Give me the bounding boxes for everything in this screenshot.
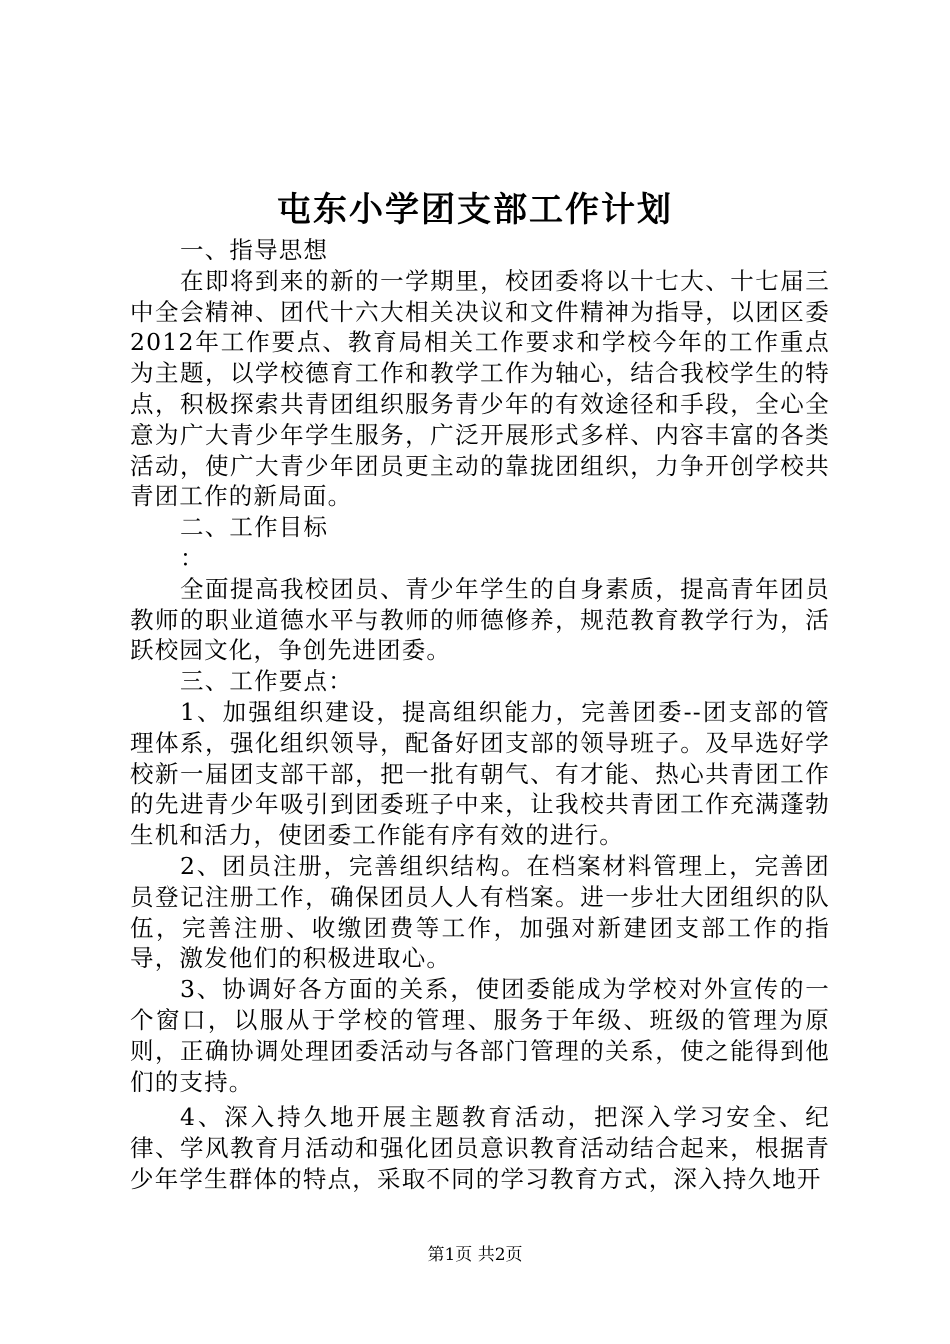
section-heading: 一、指导思想: [180, 236, 329, 264]
paragraph: 2、团员注册，完善组织结构。在档案材料管理上，完善团员登记注册工作，确保团员人人有档案。进一步壮大团组织的队伍，完善注册、收缴团费等工作，加强对新建团支部工作的指导，激发他们的积极进取心。: [130, 851, 830, 973]
section-heading: ：: [180, 543, 205, 572]
paragraph: 4、深入持久地开展主题教育活动，把深入学习安全、纪律、学风教育月活动和强化团员意识教育活动结合起来，根据青少年学生群体的特点，采取不同的学习教育方式，深入持久地开: [130, 1103, 830, 1193]
paragraph: 1、加强组织建设，提高组织能力，完善团委--团支部的管理体系，强化组织领导，配备好团支部的领导班子。及早选好学校新一届团支部干部，把一批有朝气、有才能、热心共青团工作的先进青少年吸引到团委班子中来，让我校共青团工作充满蓬勃生机和活力，使团委工作能有序有效的进行。: [130, 697, 830, 850]
paragraph: 3、协调好各方面的关系，使团委能成为学校对外宣传的一个窗口，以服从于学校的管理、服务于年级、班级的管理为原则，正确协调处理团委活动与各部门管理的关系，使之能得到他们的支持。: [130, 975, 830, 1096]
section-heading: 三、工作要点：: [180, 667, 353, 696]
document-title: 屯东小学团支部工作计划: [277, 190, 673, 230]
section-heading: 二、工作目标: [180, 513, 329, 542]
paragraph: 在即将到来的新的一学期里，校团委将以十七大、十七届三中全会精神、团代十六大相关决议和文件精神为指导，以团区委2012年工作要点、教育局相关工作要求和学校今年的工作重点为主题，以学校德育工作和教学工作为轴心，结合我校学生的特点，积极探索共青团组织服务青少年的有效途径和手段，全心全意为广大青少年学生服务，广泛开展形式多样、内容丰富的各类活动，使广大青少年团员更主动的靠拢团组织，力争开创学校共青团工作的新局面。: [130, 266, 830, 511]
page-footer: 第1页 共2页: [427, 1245, 523, 1265]
document-body: [130, 235, 830, 1195]
paragraph: 全面提高我校团员、青少年学生的自身素质，提高青年团员教师的职业道德水平与教师的师德修养，规范教育教学行为，活跃校园文化，争创先进团委。: [130, 574, 830, 665]
